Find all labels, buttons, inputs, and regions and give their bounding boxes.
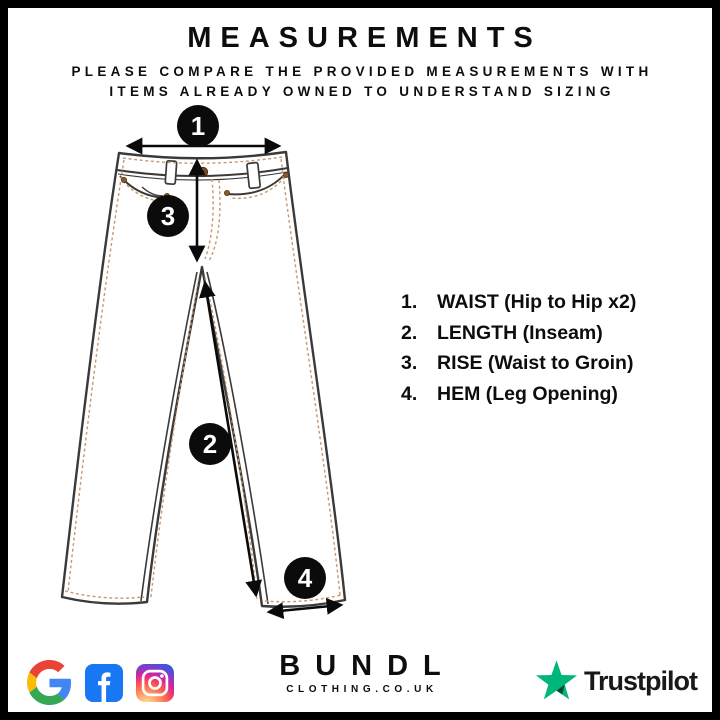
trustpilot-label: Trustpilot <box>584 666 697 696</box>
marker-2-number: 2 <box>202 429 218 459</box>
legend-item-number: 3. <box>401 352 418 374</box>
legend-item-number: 1. <box>401 291 418 313</box>
legend-item-label: WAIST (Hip to Hip x2) <box>437 291 637 313</box>
brand-name: BUNDL <box>279 650 456 682</box>
marker-1-number: 1 <box>190 111 206 141</box>
subtitle-line-1: PLEASE COMPARE THE PROVIDED MEASUREMENTS WITH <box>71 64 653 79</box>
marker-4 <box>284 557 326 599</box>
subtitle <box>0 62 720 102</box>
legend-item <box>401 318 636 349</box>
legend-item <box>401 379 636 410</box>
header <box>0 22 720 102</box>
marker-2 <box>189 423 231 465</box>
trustpilot-logo <box>534 660 697 703</box>
measurement-legend <box>401 287 636 409</box>
legend-item-label: HEM (Leg Opening) <box>437 382 618 405</box>
brand-domain: CLOTHING.CO.UK <box>286 684 438 695</box>
legend-item <box>401 287 636 318</box>
legend-item-number: 2. <box>401 321 418 344</box>
legend-item-label: RISE (Waist to Groin) <box>437 352 634 374</box>
legend-item-number: 4. <box>401 382 418 405</box>
page-title: MEASUREMENTS <box>187 22 542 54</box>
marker-4-number: 4 <box>297 563 313 593</box>
marker-3-number: 3 <box>160 201 176 231</box>
trustpilot-star-icon <box>534 660 579 703</box>
legend-item-label: LENGTH (Inseam) <box>437 321 603 344</box>
marker-3 <box>147 195 189 237</box>
marker-1 <box>177 105 219 147</box>
legend-item <box>401 348 636 379</box>
jeans-illustration <box>62 152 345 607</box>
subtitle-line-2: ITEMS ALREADY OWNED TO UNDERSTAND SIZING <box>109 84 615 99</box>
jeans-button-center <box>201 170 204 173</box>
